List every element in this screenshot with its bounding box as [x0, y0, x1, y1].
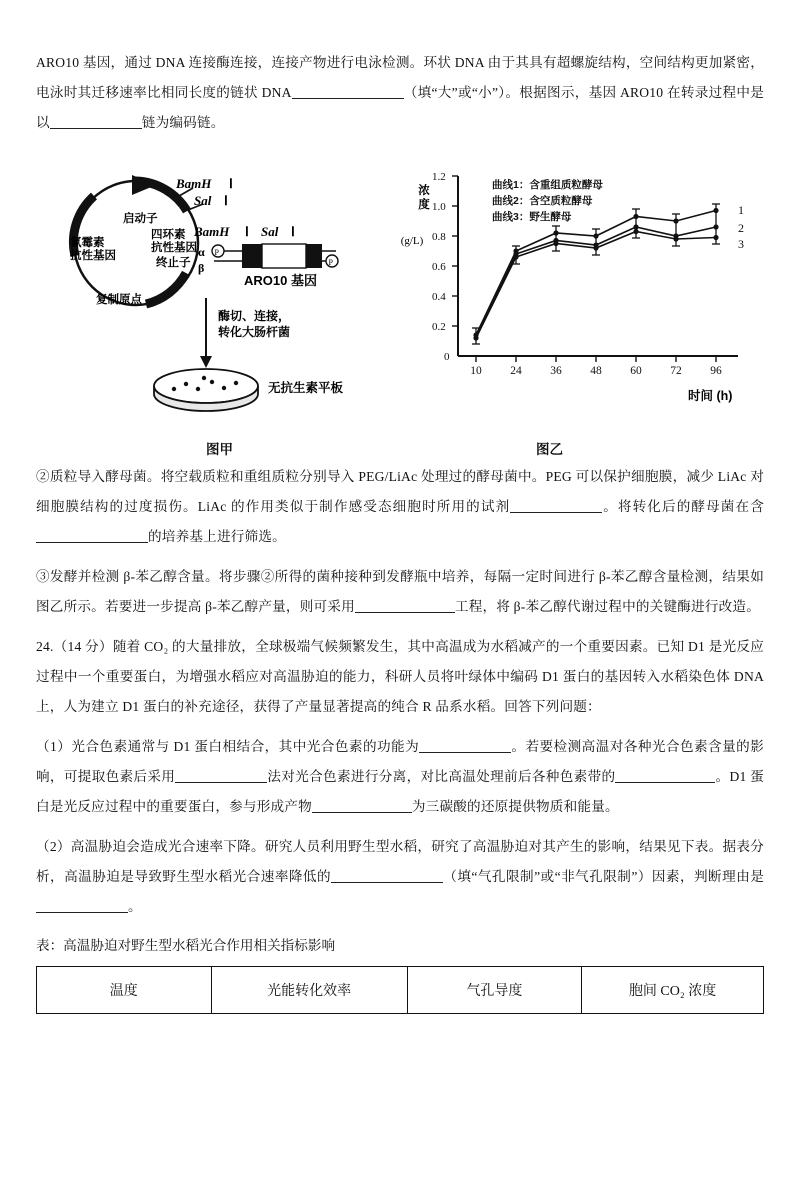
label-arrow-2: 转化大肠杆菌: [218, 325, 291, 339]
label-plate: 无抗生素平板: [268, 381, 344, 395]
paragraph-intro: [36, 48, 764, 138]
fill-blank[interactable]: [292, 83, 404, 99]
text-run: （填“大”或“小”）。根据图示，基因 ARO10 在转录过程中是以: [36, 85, 764, 130]
label-sali-mid: Sal: [261, 224, 279, 239]
legend-entry-3: 曲线3：野生酵母: [492, 211, 572, 223]
text-run: 链为编码链。: [141, 115, 225, 130]
fill-blank[interactable]: [175, 767, 267, 783]
label-tetracycline-2: 抗性基因: [151, 242, 197, 254]
text-run: ②质粒导入酵母菌。将空载质粒和重组质粒分别导入 PEG/LiAc 处理过的酵母菌中。PEG 可以保护细胞膜，减少 LiAc 对细胞膜结构的过度损伤。LiAc 的作用类似于制作感受态细胞时所用的试剂: [36, 469, 764, 514]
label-arrow-1: 酶切、连接，: [218, 309, 291, 323]
figure-jia: [46, 148, 376, 457]
text-run: 。D1 蛋白是光反应过程中的重要蛋白，参与形成产物: [36, 769, 765, 814]
svg-text:0.8: 0.8: [432, 231, 446, 243]
figure-yi: [388, 156, 764, 457]
svg-text:Ⅰ: Ⅰ: [245, 224, 249, 239]
label-aro10-gene: ARO10 基因: [244, 273, 317, 288]
label-tetracycline-1: 四环素: [151, 229, 186, 241]
label-alpha: α: [198, 245, 205, 259]
label-promoter: 启动子: [123, 213, 158, 225]
label-chloramphenicol-2: 抗性基因: [70, 250, 116, 262]
curve-label-1: 1: [738, 203, 744, 217]
text-run: 为三碳酸的还原提供物质和能量。: [411, 799, 619, 814]
question-24-sub1: [36, 732, 764, 822]
fill-blank[interactable]: [510, 497, 602, 513]
label-bamhi-top: BamH: [176, 176, 212, 191]
fill-blank[interactable]: [36, 527, 148, 543]
text-run: 法对光合色素进行分离，对比高温处理前后各种色素带的: [267, 769, 616, 784]
svg-text:P: P: [328, 258, 333, 267]
label-bamhi-mid: BamH: [194, 224, 230, 239]
svg-text:24: 24: [510, 365, 522, 377]
document-content: [36, 48, 764, 1014]
svg-text:10: 10: [470, 365, 482, 377]
figure-group: [36, 148, 764, 457]
label-sali-top: Sal: [194, 193, 212, 208]
label-bamhi-top-roman: Ⅰ: [229, 176, 233, 191]
text-run: （填“气孔限制”或“非气孔限制”）因素，判断理由是: [443, 869, 765, 884]
question-24-sub2: [36, 832, 764, 922]
text-run: 。将转化后的酵母菌在含: [602, 499, 764, 514]
text-run: ARO10 基因，通过 DNA 连接酶连接，连接产物进行电泳检测。环状 DNA 由于其具有超螺旋结构，空间结构更加紧密，电泳时其迁移速率比相同长度的链状 DNA: [36, 55, 764, 100]
table-title: 表：高温胁迫对野生型水稻光合作用相关指标影响: [36, 938, 336, 953]
figure-yi-caption: 图乙: [536, 442, 563, 457]
svg-text:0: 0: [444, 351, 450, 363]
fill-blank[interactable]: [36, 897, 128, 913]
fill-blank[interactable]: [331, 867, 443, 883]
question-text: 随着 CO₂ 的大量排放，全球极端气候频繁发生，其中高温成为水稻减产的一个重要因素。已知 D1 是光反应过程中一个重要蛋白，为增强水稻应对高温胁迫的能力，科研人员将叶绿体中编码 D1 蛋白的基因转入水稻染色体 DNA 上，人为建立 D1 蛋白的补充途径，获得了产量显著提高的纯合 R 品系水稻。回答下列问题：: [36, 639, 764, 714]
figure-jia-caption: 图甲: [206, 442, 233, 457]
text-run: 。: [128, 899, 142, 914]
fill-blank[interactable]: [355, 597, 455, 613]
legend-entry-1: 曲线1：含重组质粒酵母: [492, 179, 603, 191]
curve-label-3: 3: [738, 237, 744, 251]
svg-text:Ⅰ: Ⅰ: [291, 224, 295, 239]
text-run: （2）高温胁迫会造成光合速率下降。研究人员利用野生型水稻，研究了高温胁迫对其产生的影响，结果见下表。据表分析，高温胁迫是导致野生型水稻光合速率降低的: [36, 839, 764, 884]
x-axis-label: 时间 (h): [688, 389, 733, 403]
table-header-row: [37, 967, 764, 1014]
text-run: ③发酵并检测 β-苯乙醇含量。将步骤②所得的菌种接种到发酵瓶中培养，每隔一定时间进行 β-苯乙醇含量检测，结果如图乙所示。若要进一步提高 β-苯乙醇产量，则可采用: [36, 569, 764, 614]
question-number: 24.（14 分）: [36, 639, 113, 654]
y-axis-unit: (g/L): [400, 235, 424, 247]
svg-text:1.0: 1.0: [432, 201, 446, 213]
svg-text:0.6: 0.6: [432, 261, 446, 273]
svg-text:0.2: 0.2: [432, 321, 446, 333]
data-table: [36, 966, 764, 1014]
text-run: 。若要检测高温对各种光合色素含量的影响，可提取色素后采用: [36, 739, 764, 784]
plasmid-diagram: [46, 148, 376, 448]
fill-blank[interactable]: [312, 797, 412, 813]
svg-text:72: 72: [670, 365, 682, 377]
paragraph-step3: [36, 562, 764, 622]
y-axis-label-2: 度: [418, 199, 430, 211]
curve-label-2: 2: [738, 221, 744, 235]
legend-entry-2: 曲线2：含空质粒酵母: [492, 195, 593, 207]
svg-text:96: 96: [710, 365, 722, 377]
label-sali-top-roman: Ⅰ: [224, 193, 228, 208]
fill-blank[interactable]: [615, 767, 715, 783]
label-chloramphenicol-1: 氯霉素: [70, 237, 105, 249]
text-run: 的培养基上进行筛选。: [148, 529, 286, 544]
table-header-cell: 胞间 CO₂ 浓度: [582, 967, 764, 1014]
line-chart: [388, 156, 764, 416]
svg-text:P: P: [214, 248, 219, 257]
label-terminator: 终止子: [156, 257, 191, 269]
svg-text:36: 36: [550, 365, 562, 377]
table-header-cell: 光能转化效率: [211, 967, 407, 1014]
label-beta: β: [198, 261, 205, 275]
svg-text:60: 60: [630, 365, 642, 377]
y-axis-label-1: 浓: [418, 185, 430, 197]
svg-text:0.4: 0.4: [432, 291, 446, 303]
table-header-cell: 气孔导度: [407, 967, 582, 1014]
fill-blank[interactable]: [50, 113, 142, 129]
svg-text:1.2: 1.2: [432, 171, 446, 183]
fill-blank[interactable]: [419, 737, 511, 753]
text-run: 工程，将 β-苯乙醇代谢过程中的关键酶进行改造。: [454, 599, 761, 614]
table-header-cell: 温度: [37, 967, 212, 1014]
svg-text:48: 48: [590, 365, 602, 377]
question-24-stem: [36, 632, 764, 722]
text-run: （1）光合色素通常与 D1 蛋白相结合，其中光合色素的功能为: [36, 739, 420, 754]
label-ori: 复制原点: [96, 294, 142, 306]
paragraph-step2: [36, 462, 764, 552]
